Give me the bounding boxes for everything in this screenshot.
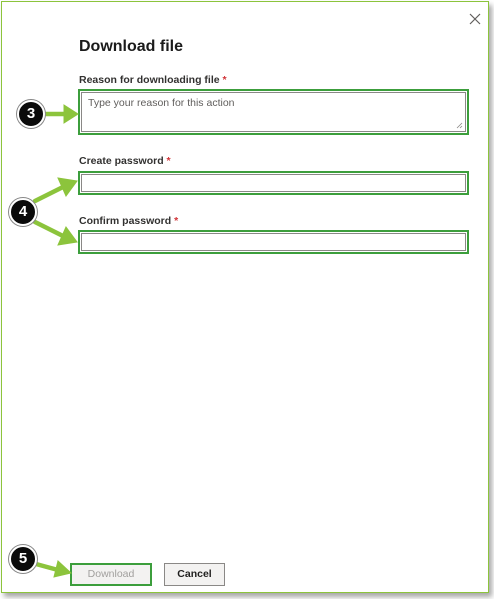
step-4-badge: 4 — [9, 198, 37, 226]
cancel-button[interactable]: Cancel — [164, 563, 225, 586]
dialog-title: Download file — [79, 38, 183, 55]
reason-textarea[interactable] — [82, 93, 465, 131]
create-password-border — [81, 174, 466, 192]
step-5-badge: 5 — [9, 545, 37, 573]
close-icon[interactable] — [467, 11, 483, 27]
required-marker: * — [174, 215, 179, 227]
download-button[interactable]: Download — [70, 563, 152, 586]
reason-field-border — [81, 92, 466, 132]
confirm-password-highlight — [78, 230, 469, 254]
confirm-password-input[interactable] — [82, 236, 465, 252]
required-marker: * — [222, 74, 227, 86]
create-password-highlight — [78, 171, 469, 195]
reason-label — [79, 74, 227, 86]
reason-label-text: Reason for downloading file — [79, 74, 220, 86]
confirm-password-border — [81, 233, 466, 251]
required-marker: * — [166, 155, 171, 167]
reason-field-highlight — [78, 89, 469, 135]
resize-grip-icon[interactable] — [455, 121, 463, 129]
create-password-label — [79, 155, 171, 167]
create-password-input[interactable] — [82, 177, 465, 193]
confirm-password-label — [79, 215, 178, 227]
step-3-badge: 3 — [17, 100, 45, 128]
confirm-password-label-text: Confirm password — [79, 215, 172, 227]
create-password-label-text: Create password — [79, 155, 164, 167]
